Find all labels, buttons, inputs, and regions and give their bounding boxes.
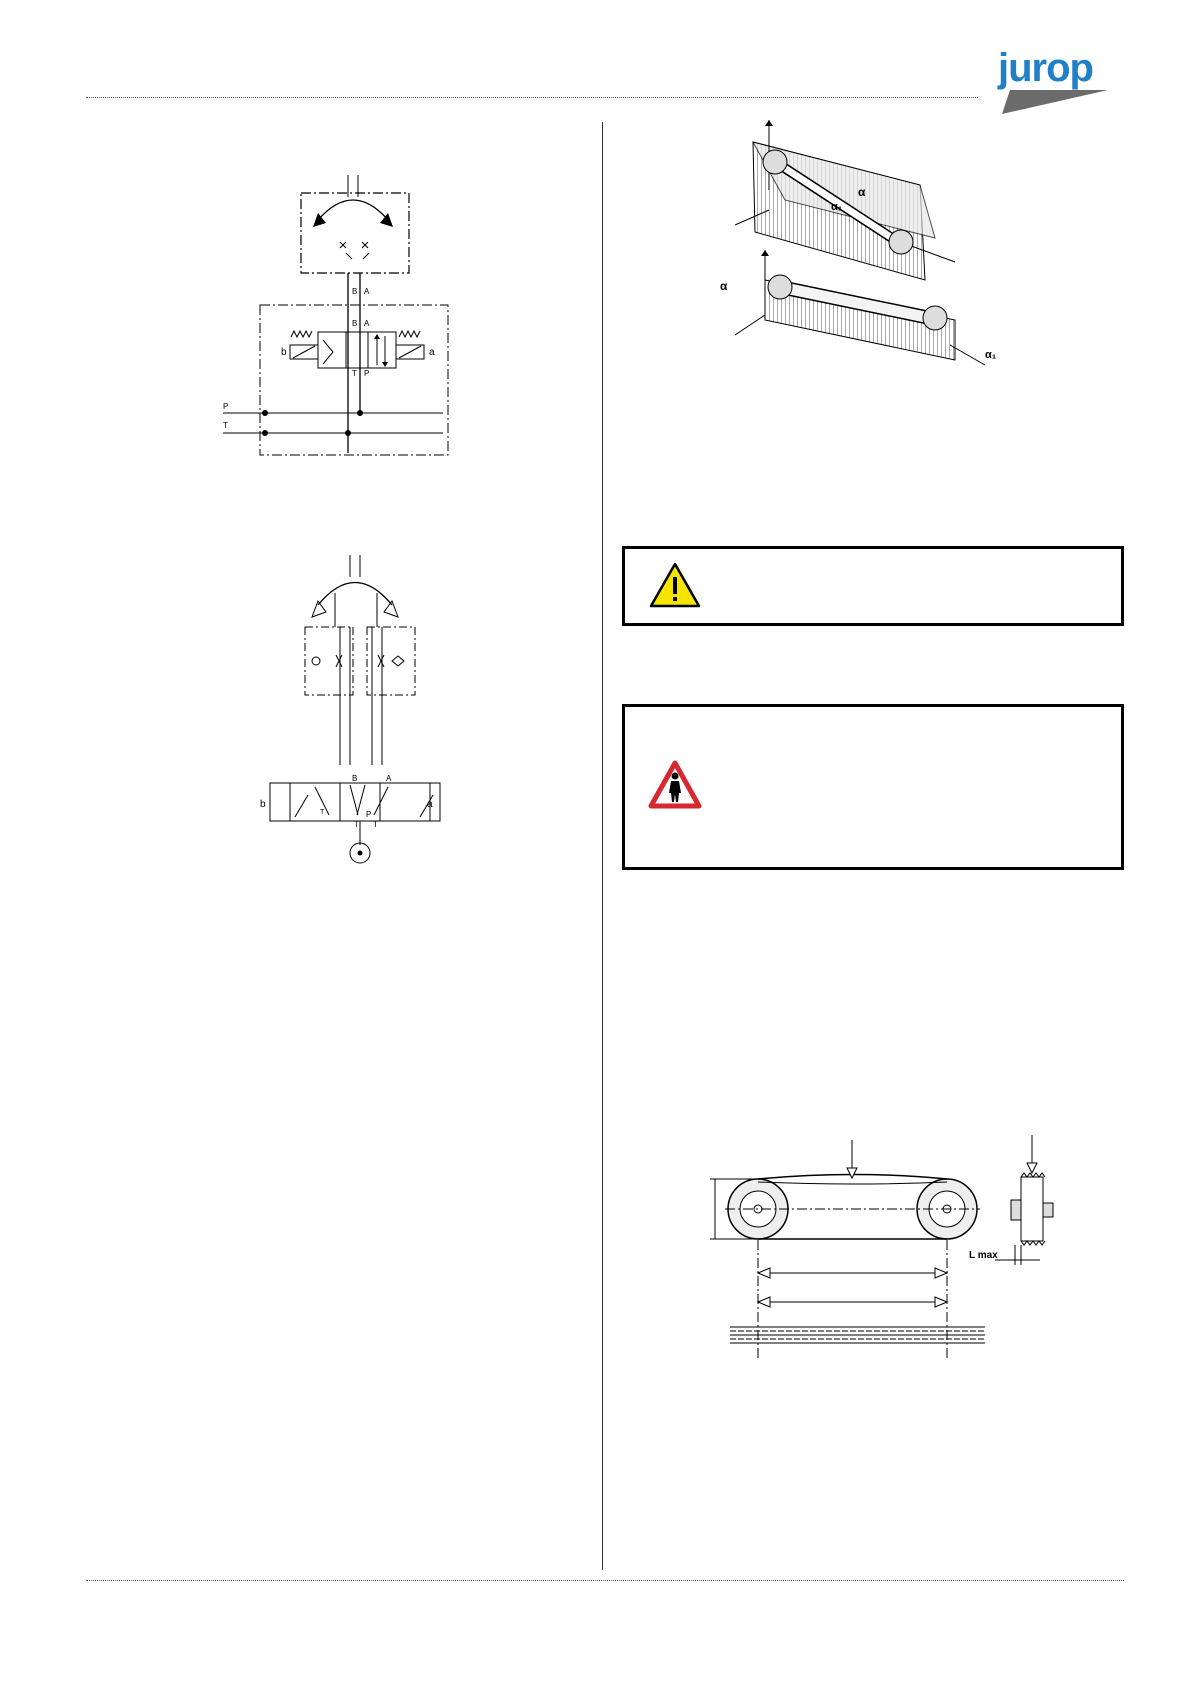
diagram1-port-a-label: A [364, 287, 370, 296]
diagram1-solenoid-b: b [281, 347, 287, 358]
belt-pulley-diagram [705, 1130, 1055, 1360]
footer-rule [86, 1580, 1124, 1581]
hydraulic-diagram-2 [240, 555, 440, 865]
cardan-shaft-diagram [720, 120, 1015, 370]
lmax-label: L max [969, 1250, 998, 1261]
diagram2-port-t-inner: T [320, 809, 325, 816]
alpha-lower-label: α [720, 279, 728, 293]
header-rule [86, 97, 978, 98]
warning-triangle-icon [649, 562, 701, 608]
diagram2-solenoid-a: a [427, 799, 433, 810]
diagram1-port-t-label: T [352, 369, 357, 378]
diagram1-line-p: P [223, 402, 229, 411]
diagram1-solenoid-a: a [429, 347, 435, 358]
diagram2-port-t2-label: T [373, 820, 378, 829]
logo-swoosh [1000, 88, 1110, 116]
diagram2-port-b-label: B [352, 774, 358, 783]
diagram2-port-p-label: P [366, 810, 372, 819]
person-hazard-icon [649, 761, 701, 809]
diagram2-solenoid-b: b [260, 799, 266, 810]
warning-box [622, 546, 1124, 626]
alpha-label: α [858, 185, 866, 199]
alpha1-label: α₁ [831, 201, 843, 213]
diagram1-port-p-label: P [364, 369, 370, 378]
logo-wordmark: jurop [998, 46, 1093, 90]
diagram1-line-t: T [223, 421, 228, 430]
hydraulic-diagram-1 [215, 175, 455, 455]
diagram2-port-a-label: A [386, 774, 392, 783]
column-divider [602, 122, 603, 1570]
alpha1-lower-label: α₁ [985, 349, 997, 361]
diagram1-port-a2-label: A [364, 319, 370, 328]
danger-box [622, 704, 1124, 870]
diagram1-port-b-label: B [352, 287, 358, 296]
diagram2-port-t-label: T [354, 820, 359, 829]
diagram1-port-b2-label: B [352, 319, 358, 328]
